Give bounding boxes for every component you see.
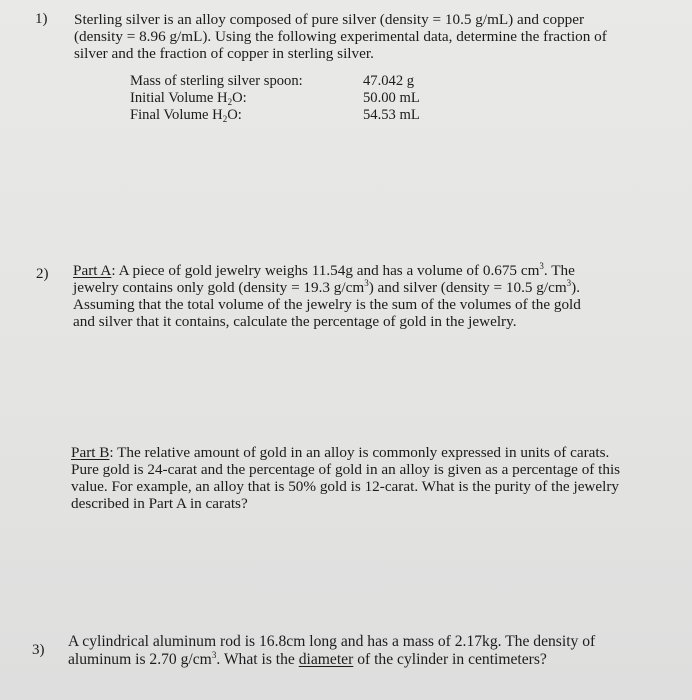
- data-label: Mass of sterling silver spoon:: [130, 73, 303, 89]
- question-1-line: silver and the fraction of copper in sterling silver.: [74, 45, 374, 62]
- diameter-emphasis: diameter: [298, 651, 354, 668]
- data-value: 50.00 mL: [363, 90, 420, 106]
- question-1-number: 1): [35, 11, 48, 27]
- part-a-line: Part A: A piece of gold jewelry weighs 11.54g and has a volume of 0.675 $cm^3$. The: [73, 261, 575, 279]
- part-b-line: value. For example, an alloy that is 50% gold is 12-carat. What is the purity of the jewelry: [71, 478, 620, 495]
- question-1-line: (density = 8.96 g/mL). Using the following experimental data, determine the fraction of: [74, 28, 607, 45]
- part-b-line: Pure gold is 24-carat and the percentage of gold in an alloy is given as a percentage of this: [71, 461, 621, 478]
- part-a-line: jewelry contains only gold (density = 19.3 $g/cm^3$) and silver (density = 10.5 $g/cm^3$).: [73, 278, 580, 296]
- data-label: Final Volume $H_2O$:: [130, 107, 242, 124]
- question-2-part-b: [71, 444, 620, 512]
- question-3-line: A cylindrical aluminum rod is 16.8cm long and has a mass of 2.17kg. The density of: [68, 633, 596, 650]
- part-b-label: Part B: [71, 444, 110, 461]
- question-3-text: [68, 633, 595, 669]
- question-2-number: 2): [36, 266, 49, 282]
- part-a-line: and silver that it contains, calculate the percentage of gold in the jewelry.: [73, 313, 517, 330]
- question-1-line: Sterling silver is an alloy composed of pure silver (density = 10.5 g/mL) and copper: [74, 11, 585, 28]
- question-2-part-a: [73, 262, 581, 330]
- part-b-line: Part B: The relative amount of gold in an alloy is commonly expressed in units of carats.: [71, 444, 610, 461]
- data-value: 47.042 g: [363, 73, 415, 89]
- question-3-line: aluminum is 2.70 $g/cm^3$. What is the diameter of the cylinder in centimeters?: [68, 650, 547, 668]
- data-label: Initial Volume $H_2O$:: [130, 90, 247, 107]
- data-value: 54.53 mL: [363, 107, 420, 123]
- question-3-number: 3): [32, 642, 45, 658]
- question-1-text: [74, 11, 607, 62]
- part-a-label: Part A: [73, 262, 112, 279]
- part-b-line: described in Part A in carats?: [71, 495, 248, 512]
- part-a-line: Assuming that the total volume of the jewelry is the sum of the volumes of the gold: [73, 296, 581, 313]
